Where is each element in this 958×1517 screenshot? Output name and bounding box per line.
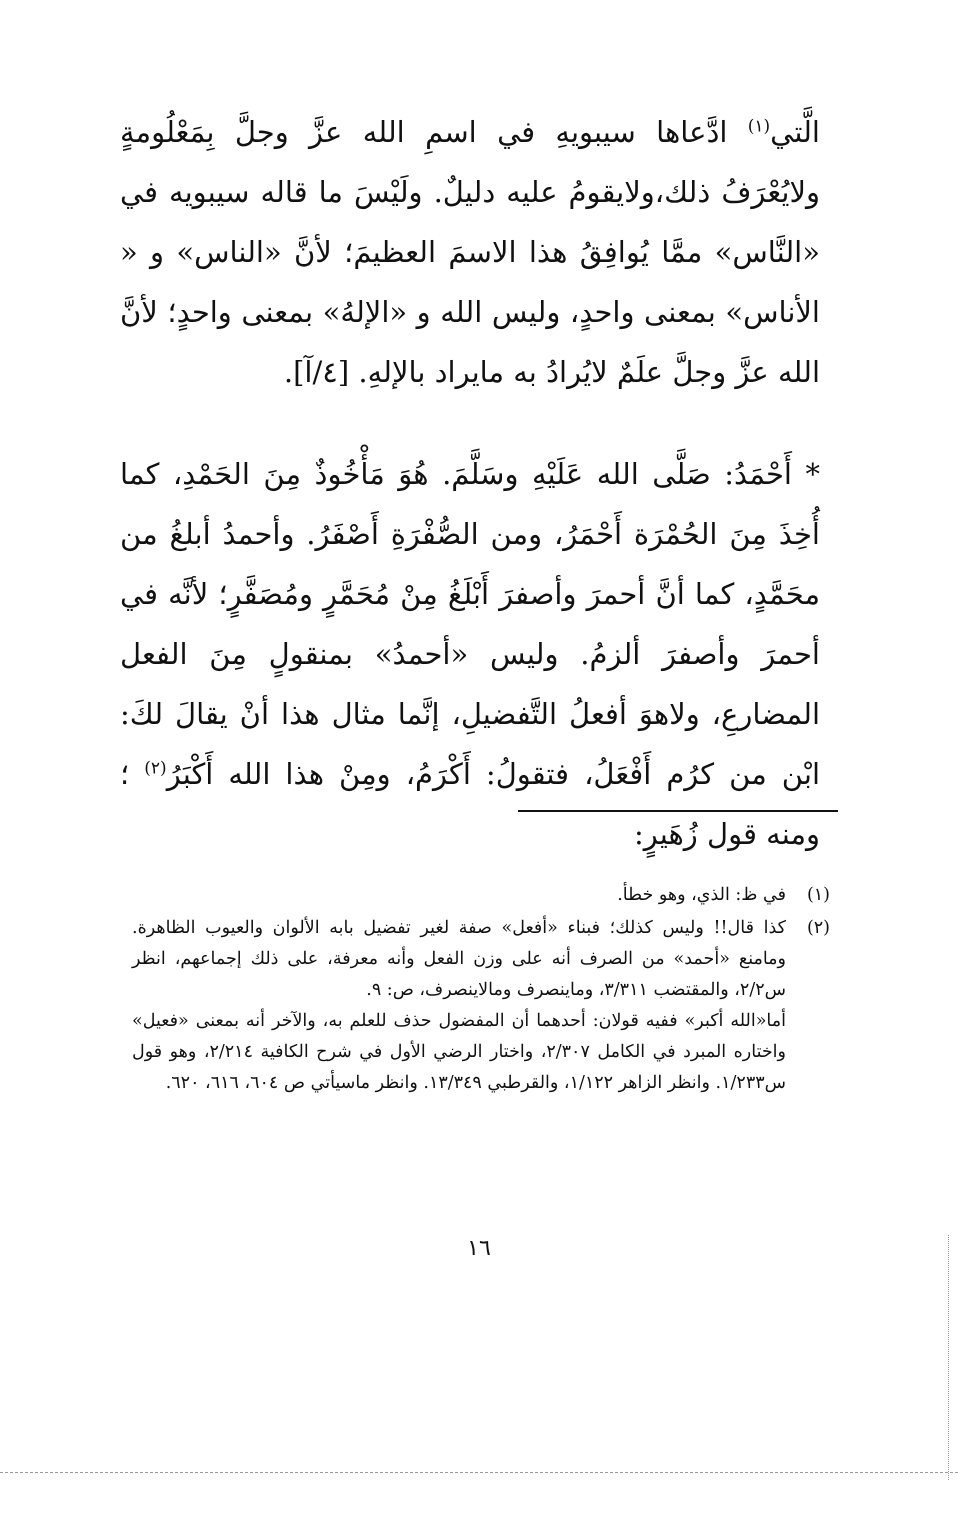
footnote-paragraph: أما«الله أكبر» ففيه قولان: أحدهما أن المفضول حذف للعلم به، والآخر أنه بمعنى «فعيل» واختاره المبرد في الكامل ٢/٣٠٧، واختار الرضي الأول في شرح الكافية ٢/٢١٤، وهو قول س١/٢٣٣. وانظر الزاهر ١/١٢٢، والقرطبي ١٣/٣٤٩. وانظر ماسيأتي ص ٦٠٤، ٦١٦، ٦٢٠. [132, 1011, 786, 1093]
footnote-separator [518, 810, 838, 812]
paragraph-2 [120, 444, 820, 864]
footnote-reference-1[interactable]: (١) [747, 116, 771, 137]
paragraph-1 [120, 102, 820, 402]
footnote-body [132, 913, 786, 1099]
scan-edge-horizontal [0, 1472, 958, 1473]
footnote-body [132, 880, 786, 911]
paragraph-1-lead: الَّتي [770, 115, 820, 149]
main-text [120, 102, 820, 864]
footnote-2 [132, 913, 830, 1099]
scan-edge-vertical [948, 1235, 949, 1480]
footnote-1 [132, 880, 830, 911]
paragraph-1-text: ادَّعاها سيبويهِ في اسمِ الله عزَّ وجلَّ بِمَعْلُومةٍ ولايُعْرَفُ ذلك،ولايقومُ عليه دليلٌ. ولَيْسَ ما قاله سيبويه في «النَّاس» ممَّا يُوافِقُ هذا الاسمَ العظيمَ؛ لأنَّ «الناس» و « الأناس» بمعنى واحدٍ، وليس الله و «الإلهُ» بمعنى واحدٍ؛ لأنَّ الله عزَّ وجلَّ علَمٌ لايُرادُ به مايراد بالإلهِ. [٤/آ]. [120, 115, 820, 389]
page-number: ١٦ [467, 1236, 491, 1261]
footnote-paragraph: كذا قال!! وليس كذلك؛ فبناء «أفعل» صفة لغير تفضيل بابه الألوان والعيوب الظاهرة. ومامنع «أحمد» من الصرف أنه على وزن الفعل وأنه معرفة، على ذلك إجماعهم، انظر س٢/٢، والمقتضب ٣/٣١١، وماينصرف ومالاينصرف، ص: ٩. [132, 918, 786, 1000]
footnote-number: (٢) [806, 918, 830, 938]
paragraph-2-text: * أَحْمَدُ: صَلَّى الله عَلَيْهِ وسَلَّمَ. هُوَ مَأْخُوذٌ مِنَ الحَمْدِ، كما أُخِذَ مِنَ الحُمْرَة أَحْمَرُ، ومن الصُّفْرَةِ أَصْفَرُ. وأحمدُ أبلغُ من محَمَّدٍ، كما أنَّ أحمرَ وأصفرَ أَبْلَغُ مِنْ مُحَمَّرٍ ومُصَفَّرٍ؛ لأنَّه في أحمرَ وأصفرَ ألزمُ. وليس «أحمدُ» بمنقولٍ مِنَ الفعل المضارعِ، ولاهوَ أفعلُ التَّفضيلِ، إنَّما مثال هذا أنْ يقالَ لكَ: ابْن من كرُم أَفْعَلُ، فتقولُ: أَكْرَمُ، ومِنْ هذا الله أَكْبَرُ [120, 457, 820, 791]
footnote-paragraph: في ظ: الذي، وهو خطأ. [617, 885, 786, 905]
footnote-reference-2[interactable]: (٢) [144, 758, 167, 779]
footnotes [132, 880, 830, 1101]
paragraph-2-tail: ؛ ومنه قول زُهَيرٍ: [120, 757, 820, 851]
footnote-number: (١) [806, 885, 830, 905]
